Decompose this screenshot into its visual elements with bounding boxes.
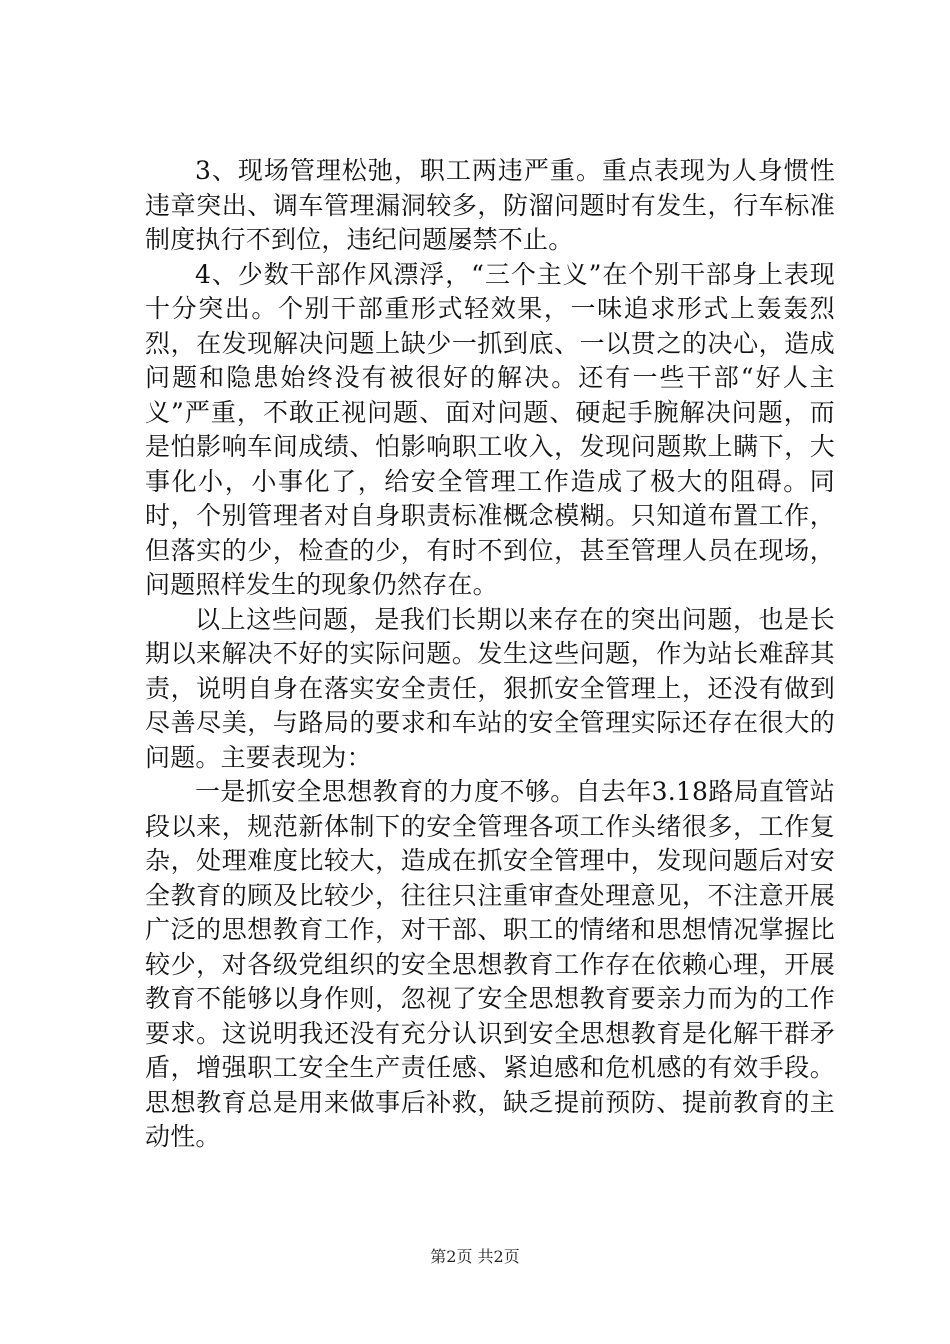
document-body xyxy=(145,154,835,1155)
page-number-footer: 第2页 共2页 xyxy=(430,1247,520,1266)
paragraph-point-4: 4、少数干部作风漂浮，“三个主义”在个别干部身上表现十分突出。个别干部重形式轻效果，一味追求形式上轰轰烈烈，在发现解决问题上缺少一抓到底、一以贯之的决心，造成问题和隐患始终没有被很好的解决。还有一些干部“好人主义”严重，不敢正视问题、面对问题、硬起手腕解决问题，而是怕影响车间成绩、怕影响职工收入，发现问题欺上瞒下，大事化小，小事化了，给安全管理工作造成了极大的阻碍。同时，个别管理者对自身职责标准概念模糊。只知道布置工作，但落实的少，检查的少，有时不到位，甚至管理人员在现场，问题照样发生的现象仍然存在。 xyxy=(145,259,835,599)
paragraph-point-3: 3、现场管理松弛，职工两违严重。重点表现为人身惯性违章突出、调车管理漏洞较多，防溜问题时有发生，行车标准制度执行不到位，违纪问题屡禁不止。 xyxy=(145,156,835,254)
paragraph-summary: 以上这些问题，是我们长期以来存在的突出问题，也是长期以来解决不好的实际问题。发生这些问题，作为站长难辞其责，说明自身在落实安全责任，狠抓安全管理上，还没有做到尽善尽美，与路局的要求和车站的安全管理实际还存在很大的问题。主要表现为： xyxy=(145,604,835,772)
paragraph-first-issue: 一是抓安全思想教育的力度不够。自去年3.18路局直管站段以来，规范新体制下的安全管理各项工作头绪很多，工作复杂，处理难度比较大，造成在抓安全管理中，发现问题后对安全教育的顾及比较少，往往只注重审查处理意见，不注意开展广泛的思想教育工作，对干部、职工的情绪和思想情况掌握比较少，对各级党组织的安全思想教育工作存在依赖心理，开展教育不能够以身作则，忽视了安全思想教育要亲力而为的工作要求。这说明我还没有充分认识到安全思想教育是化解干群矛盾，增强职工安全生产责任感、紧迫感和危机感的有效手段。思想教育总是用来做事后补救，缺乏提前预防、提前教育的主动性。 xyxy=(145,777,835,1151)
